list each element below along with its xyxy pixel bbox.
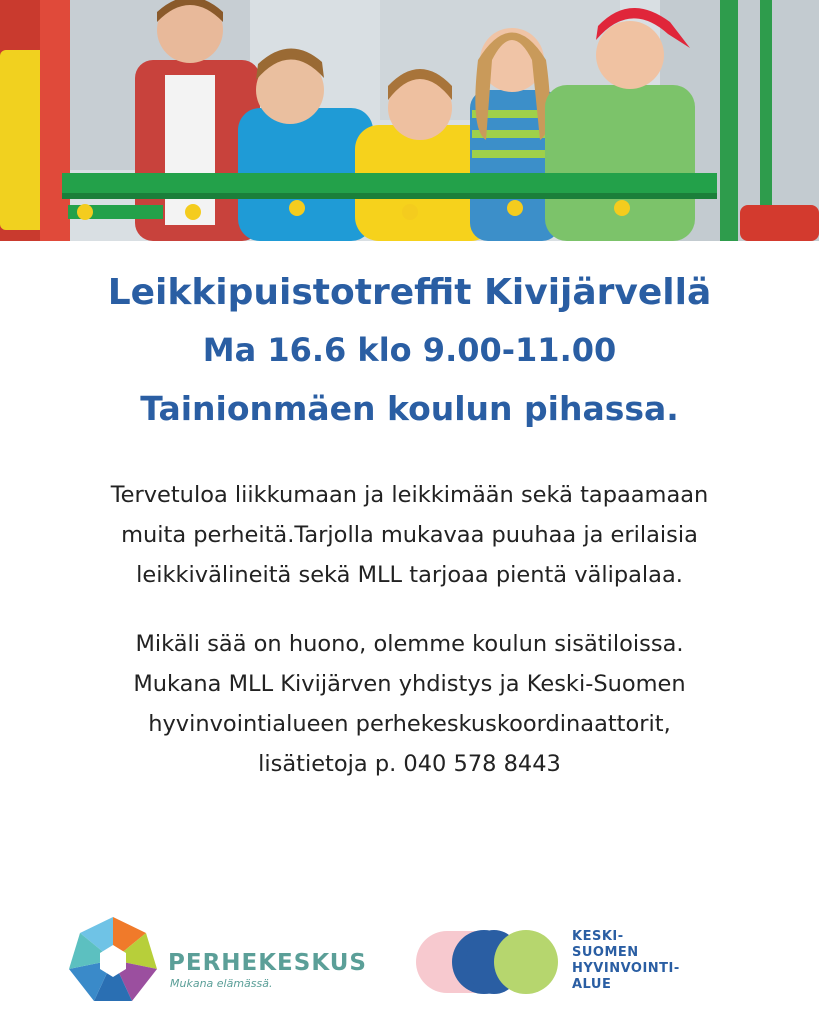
info-line: hyvinvointialueen perhekeskuskoordinaattorit, bbox=[148, 711, 671, 737]
perhekeskus-tagline: Mukana elämässä. bbox=[170, 977, 273, 990]
intro-line: Tervetuloa liikkumaan ja leikkimään sekä tapaamaan bbox=[110, 482, 709, 508]
hero-photo bbox=[0, 0, 819, 241]
perhekeskus-logo bbox=[66, 913, 396, 1008]
keski-suomi-name: KESKI- SUOMEN HYVINVOINTI- ALUE bbox=[572, 929, 680, 992]
event-location: Tainionmäen koulun pihassa. bbox=[140, 389, 679, 428]
info-paragraph bbox=[0, 624, 819, 784]
event-date-time: Ma 16.6 klo 9.00-11.00 bbox=[202, 331, 617, 369]
keski-suomi-circles-icon bbox=[414, 925, 564, 1000]
info-line: Mikäli sää on huono, olemme koulun sisätiloissa. bbox=[135, 631, 684, 657]
perhekeskus-name: PERHEKESKUS bbox=[168, 950, 367, 976]
keski-suomi-logo bbox=[414, 925, 714, 1000]
intro-paragraph bbox=[0, 475, 819, 595]
intro-line: leikkivälineitä sekä MLL tarjoaa pientä välipalaa. bbox=[136, 562, 683, 588]
info-line: Mukana MLL Kivijärven yhdistys ja Keski-Suomen bbox=[133, 671, 686, 697]
perhekeskus-mark-icon bbox=[66, 913, 161, 1008]
contact-line: lisätietoja p. 040 578 8443 bbox=[258, 751, 561, 777]
intro-line: muita perheitä.Tarjolla mukavaa puuhaa ja erilaisia bbox=[121, 522, 698, 548]
event-title: Leikkipuistotreffit Kivijärvellä bbox=[107, 272, 712, 313]
